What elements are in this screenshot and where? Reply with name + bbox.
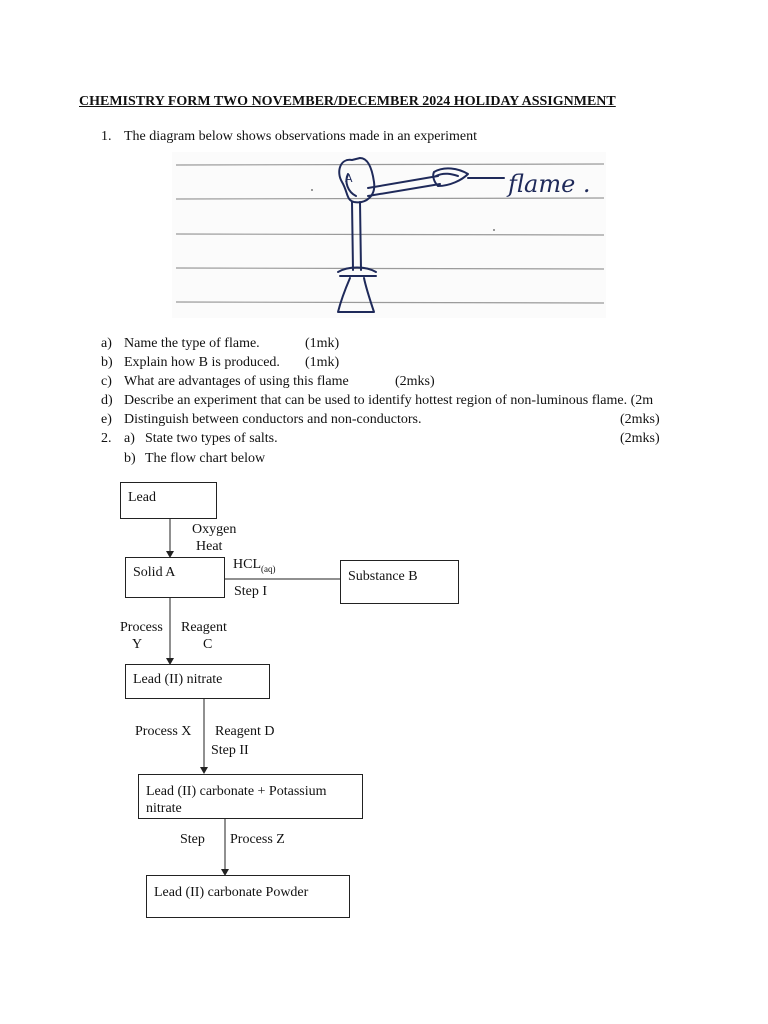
- carbonate-line-2: nitrate: [146, 801, 182, 816]
- part-text: The flow chart below: [145, 451, 266, 466]
- reagent-c-label-1: Reagent: [181, 620, 227, 635]
- assignment-title: CHEMISTRY FORM TWO NOVEMBER/DECEMBER 2024 HOLIDAY ASSIGNMENT: [79, 94, 616, 109]
- substance-b-label: Substance B: [348, 569, 418, 584]
- lead-box: [120, 482, 217, 519]
- diagram-letter: A: [345, 172, 353, 185]
- part-label: c): [101, 374, 112, 389]
- part-marks: (2mks): [395, 374, 435, 389]
- part-text: State two types of salts.: [145, 431, 278, 446]
- process-x-label: Process X: [135, 724, 192, 739]
- part-label: b): [101, 355, 113, 370]
- hcl-text: HCL: [233, 557, 261, 572]
- step-2-label: Step II: [211, 743, 249, 758]
- question-1-number: 1.: [101, 129, 112, 144]
- substance-b-box: [340, 560, 459, 604]
- part-marks: (2mks): [620, 431, 660, 446]
- part-label: b): [124, 451, 136, 466]
- part-marks: (1mk): [305, 355, 340, 370]
- reagent-c-label-2: C: [203, 637, 213, 652]
- carbonate-powder-label: Lead (II) carbonate Powder: [154, 885, 309, 900]
- carbonate-powder-box: [146, 875, 350, 918]
- lead-nitrate-label: Lead (II) nitrate: [133, 672, 223, 687]
- process-y-label-1: Process: [120, 620, 163, 635]
- solid-a-box: [125, 557, 225, 598]
- hcl-subscript: (aq): [261, 563, 276, 574]
- step-label: Step: [180, 832, 205, 847]
- part-text: Explain how B is produced.: [124, 355, 280, 370]
- heat-label: Heat: [196, 539, 223, 554]
- part-label: e): [101, 412, 112, 427]
- flame-label: flame .: [508, 170, 591, 198]
- part-label: a): [124, 431, 135, 446]
- part-label: d): [101, 393, 113, 408]
- carbonate-nitrate-box: [138, 774, 363, 819]
- lead-nitrate-box: [125, 664, 270, 699]
- process-y-label-2: Y: [132, 637, 143, 652]
- solid-a-label: Solid A: [133, 565, 176, 580]
- question-1-text: The diagram below shows observations made in an experiment: [124, 129, 478, 144]
- part-marks: (2mks): [620, 412, 660, 427]
- part-label: a): [101, 336, 112, 351]
- part-text: What are advantages of using this flame: [124, 374, 349, 389]
- question-2-number: 2.: [101, 431, 112, 446]
- part-marks: (1mk): [305, 336, 340, 351]
- hcl-label: [233, 556, 276, 578]
- oxygen-label: Oxygen: [192, 522, 237, 537]
- step-1-label: Step I: [234, 584, 268, 599]
- carbonate-line-1: Lead (II) carbonate + Potassium: [146, 784, 327, 799]
- lead-label: Lead: [128, 490, 156, 505]
- part-text: Distinguish between conductors and non-conductors.: [124, 412, 422, 427]
- part-text: Describe an experiment that can be used to identify hottest region of non-luminous flame. (2m: [124, 393, 654, 408]
- reagent-d-label: Reagent D: [215, 724, 275, 739]
- part-text: Name the type of flame.: [124, 336, 260, 351]
- process-z-label: Process Z: [230, 832, 285, 847]
